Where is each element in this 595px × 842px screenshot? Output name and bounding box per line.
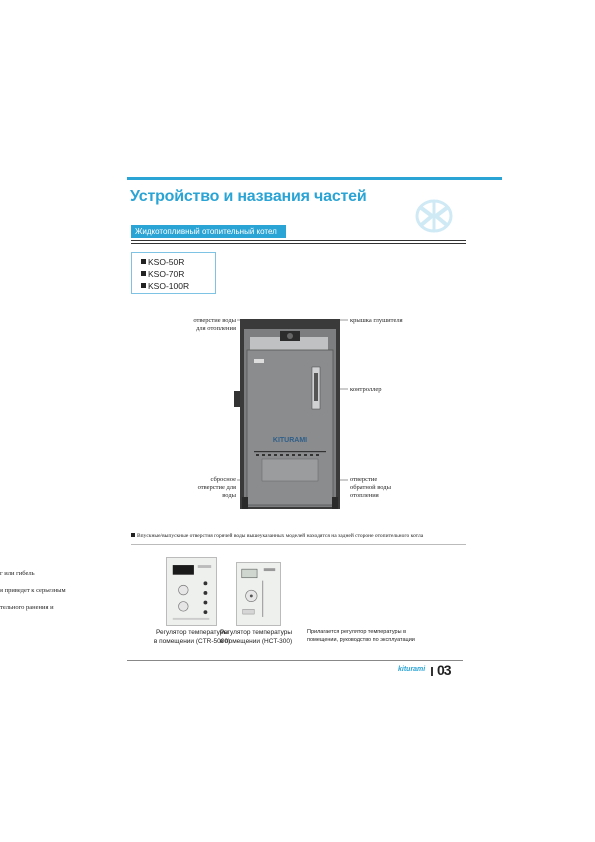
footer-rule	[127, 660, 463, 661]
label-muffler-cover: крышка глушителя	[350, 317, 403, 324]
controller-note: Прилагается регулятор температуры в помещении, руководство по эксплуатации	[307, 629, 415, 643]
header-rule	[127, 177, 502, 180]
boiler-illustration	[232, 315, 348, 517]
section-subtitle: Жидкотопливный отопительный котел	[131, 225, 286, 238]
side-text-line: г или гибель	[0, 570, 35, 577]
page-number: 03	[437, 662, 451, 678]
page-title: Устройство и названия частей	[130, 188, 367, 205]
kiturami-logo-icon	[414, 199, 460, 233]
section-rule-bottom	[131, 243, 466, 244]
footer-divider	[431, 667, 433, 676]
label-controller: контроллер	[350, 386, 382, 393]
model-item: KSO-50R	[141, 256, 215, 268]
label-water-outlet: отверстие воды для отопления	[193, 317, 236, 332]
model-item: KSO-70R	[141, 268, 215, 280]
side-text-line: тельного ранения и	[0, 604, 54, 611]
model-item: KSO-100R	[141, 280, 215, 292]
side-text-line: я приведет к серьезным	[0, 587, 66, 594]
footer-brand: kiturami	[398, 666, 426, 673]
controller-ctr5000-caption: Регулятор температуры в помещении (CTR-5000)	[153, 629, 231, 645]
controller-hct300-image	[236, 562, 281, 626]
note-text: Впускные/выпускные отверстия горячей воды вышеуказанных моделей находятся на задней стороне отопительного котла	[131, 533, 423, 539]
label-return-water: отверстие обратной воды отопления	[350, 476, 391, 499]
note-rule	[131, 544, 466, 545]
section-rule-top	[131, 240, 466, 241]
controller-hct300-caption: Регулятор температуры в помещении (HCT-300)	[219, 629, 293, 645]
controller-ctr5000-image	[166, 557, 217, 626]
model-list	[131, 252, 216, 294]
boiler-brand-label: KITURAMI	[272, 437, 308, 444]
label-drain: сбросное отверстие для воды	[197, 476, 236, 499]
